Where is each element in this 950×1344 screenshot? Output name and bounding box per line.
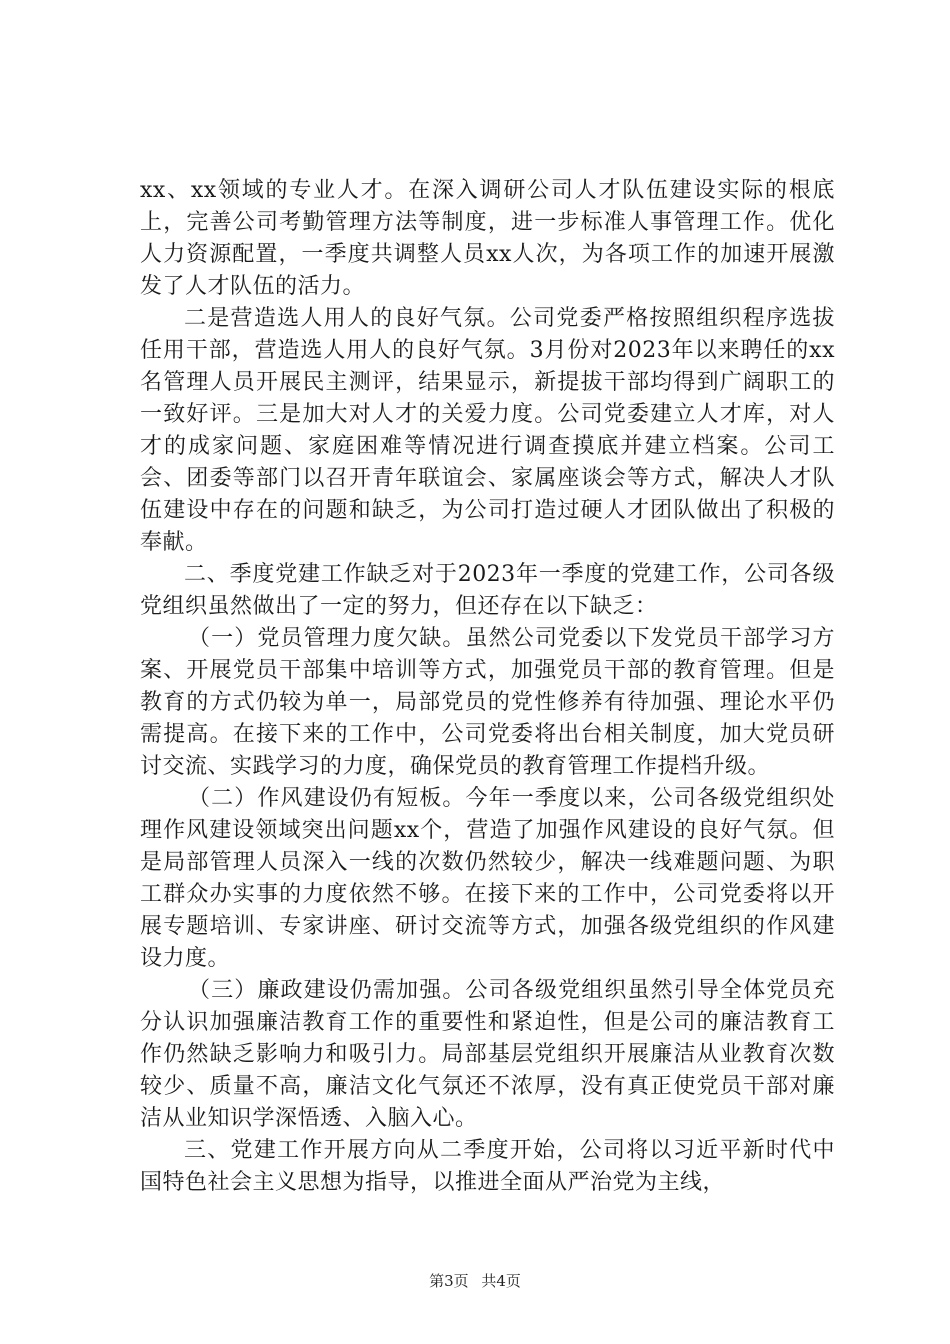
- page-total: 共4页: [481, 1272, 521, 1290]
- document-body: [140, 175, 835, 1199]
- paragraph-talent-continued: xx、xx领域的专业人才。在深入调研公司人才队伍建设实际的根底上，完善公司考勤管理方法等制度，进一步标准人事管理工作。优化人力资源配置，一季度共调整人员xx人次，为各项工作的加速开展激发了人才队伍的活力。: [140, 178, 835, 299]
- paragraph-member-management: （一）党员管理力度欠缺。虽然公司党委以下发党员干部学习方案、开展党员干部集中培训等方式，加强党员干部的教育管理。但是教育的方式仍较为单一，局部党员的党性修养有待加强、理论水平仍需提高。在接下来的工作中，公司党委将出台相关制度，加大党员研讨交流、实践学习的力度，确保党员的教育管理工作提档升级。: [140, 626, 835, 779]
- paragraph-selection-atmosphere: 二是营造选人用人的良好气氛。公司党委严格按照组织程序选拔任用干部，营造选人用人的良好气氛。3月份对2023年以来聘任的xx名管理人员开展民主测评，结果显示，新提拔干部均得到广阔职工的一致好评。三是加大对人才的关爱力度。公司党委建立人才库，对人才的成家问题、家庭困难等情况进行调查摸底并建立档案。公司工会、团委等部门以召开青年联谊会、家属座谈会等方式，解决人才队伍建设中存在的问题和缺乏，为公司打造过硬人才团队做出了积极的奉献。: [140, 306, 835, 555]
- paragraph-section-two-heading: 二、季度党建工作缺乏对于2023年一季度的党建工作，公司各级党组织虽然做出了一定的努力，但还存在以下缺乏：: [140, 562, 835, 619]
- paragraph-work-style: （二）作风建设仍有短板。今年一季度以来，公司各级党组织处理作风建设领域突出问题xx个，营造了加强作风建设的良好气氛。但是局部管理人员深入一线的次数仍然较少，解决一线难题问题、为职工群众办实事的力度依然不够。在接下来的工作中，公司党委将以开展专题培训、专家讲座、研讨交流等方式，加强各级党组织的作风建设力度。: [140, 786, 835, 971]
- paragraph-integrity: （三）廉政建设仍需加强。公司各级党组织虽然引导全体党员充分认识加强廉洁教育工作的重要性和紧迫性，但是公司的廉洁教育工作仍然缺乏影响力和吸引力。局部基层党组织开展廉洁从业教育次数较少、质量不高，廉洁文化气氛还不浓厚，没有真正使党员干部对廉洁从业知识学深悟透、入脑入心。: [140, 978, 835, 1131]
- page-number: 第3页: [429, 1272, 469, 1290]
- paragraph-section-three-heading: 三、党建工作开展方向从二季度开始，公司将以习近平新时代中国特色社会主义思想为指导，以推进全面从严治党为主线，: [140, 1138, 835, 1195]
- page-footer: [0, 1270, 950, 1291]
